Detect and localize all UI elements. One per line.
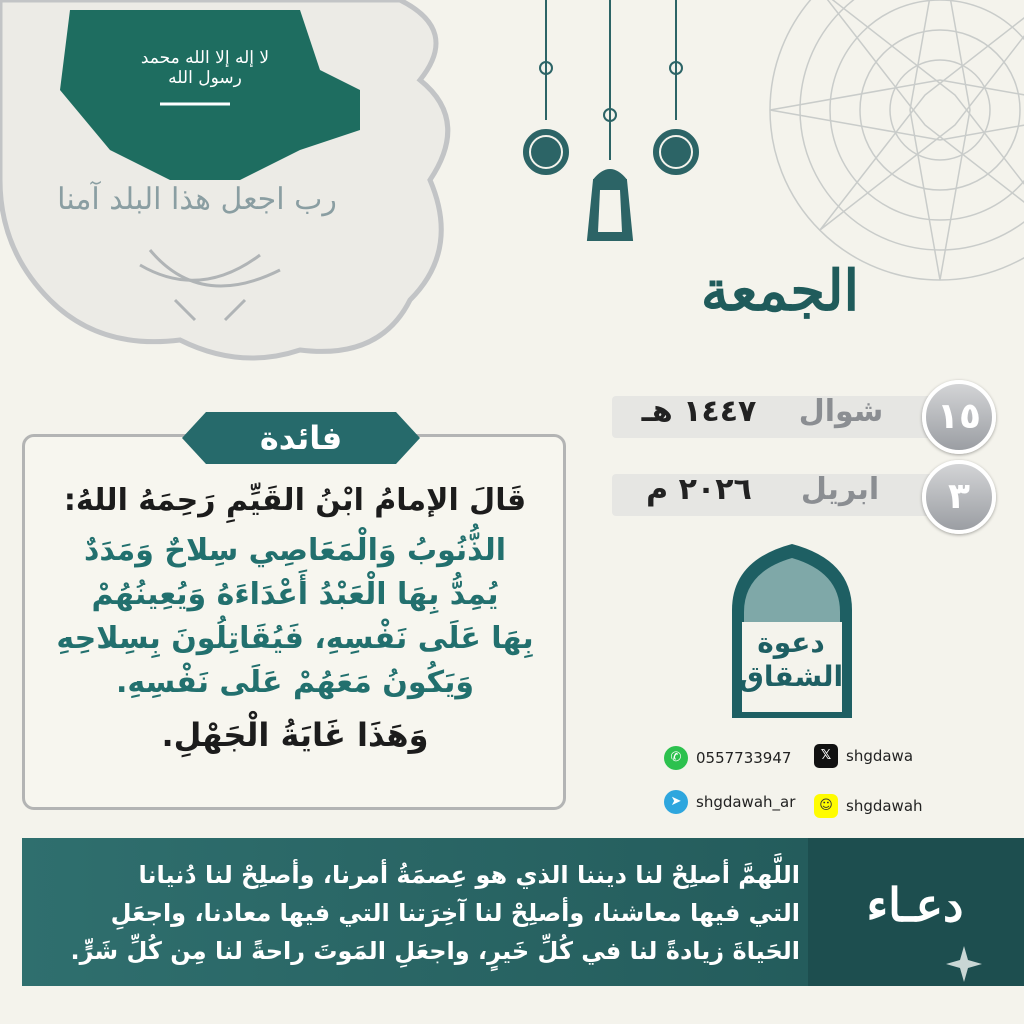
benefit-line-4: وَيَكُونُ مَعَهُمْ عَلَى نَفْسِهِ.	[115, 665, 474, 700]
x-icon: 𝕏	[814, 744, 838, 768]
snapchat-icon: ☺	[814, 794, 838, 818]
shahada-flag-text: لا إله إلا الله محمد رسول الله	[140, 48, 270, 88]
telegram-handle: shgdawah_ar	[696, 793, 796, 811]
dua-title: دعـاء	[866, 878, 964, 932]
x-handle: shgdawa	[846, 747, 914, 765]
dawah-logo-text	[726, 626, 856, 694]
lanterns-ornament	[510, 0, 710, 260]
gregorian-day-circle: ٣	[922, 460, 996, 534]
social-snapchat[interactable]	[814, 794, 923, 818]
gregorian-year: ٢٠٢٦ م	[646, 472, 752, 507]
benefit-line-1: الذُّنُوبُ وَالْمَعَاصِي سِلاحٌ وَمَدَدٌ	[83, 533, 507, 568]
snapchat-handle: shgdawah	[846, 797, 923, 815]
hijri-year: ١٤٤٧ هـ	[641, 394, 757, 429]
social-x[interactable]	[814, 744, 913, 768]
star-sparkle-icon	[946, 946, 982, 982]
telegram-icon: ➤	[664, 790, 688, 814]
gregorian-month: ابريل	[800, 472, 880, 507]
benefit-intro: قَالَ الإمامُ ابْنُ القَيِّمِ رَحِمَهُ اللهُ:	[63, 483, 527, 518]
dua-line-2: التي فيها معاشنا، وأصلِحْ لنا آخِرَتنا التي فيها معادنا، واجعَلِ	[110, 899, 800, 927]
day-name-title: الجمعة	[700, 258, 860, 324]
hijri-day-circle: ١٥	[922, 380, 996, 454]
benefit-closing: وَهَذَا غَايَةُ الْجَهْلِ.	[161, 716, 429, 754]
mandala-ornament	[740, 0, 1024, 290]
hijri-month: شوال	[798, 394, 884, 429]
logo-line-1: دعوة	[757, 626, 825, 659]
benefit-line-2: يُمِدُّ بِهَا الْعَبْدُ أَعْدَاءَهُ وَيُعِينُهُمْ	[91, 577, 499, 612]
benefit-label: فائدة	[259, 419, 343, 457]
slogan-calligraphy: رب اجعل هذا البلد آمنا	[57, 182, 337, 217]
social-whatsapp[interactable]	[664, 746, 791, 770]
dua-line-3: الحَياةَ زيادةً لنا في كُلِّ خَيرٍ، واجعَلِ المَوتَ راحةً لنا مِن كُلِّ شَرٍّ.	[70, 937, 800, 965]
logo-line-2: الشقاق	[738, 660, 844, 693]
dua-line-1: اللَّهمَّ أصلِحْ لنا ديننا الذي هو عِصمَةُ أمرنا، وأصلِحْ لنا دُنيانا	[138, 861, 800, 889]
whatsapp-icon: ✆	[664, 746, 688, 770]
social-telegram[interactable]	[664, 790, 795, 814]
benefit-box	[22, 434, 566, 810]
benefit-line-3: بِهَا عَلَى نَفْسِهِ، فَيُقَاتِلُونَ بِسِلاحِهِ	[56, 621, 534, 656]
whatsapp-number: 0557733947	[696, 749, 792, 767]
